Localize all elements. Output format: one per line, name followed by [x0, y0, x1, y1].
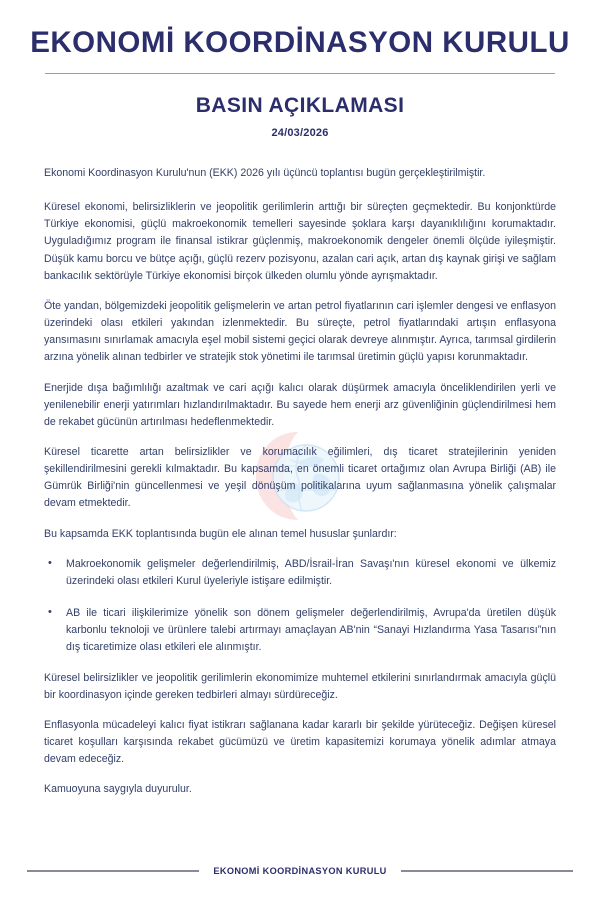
- paragraph-coordination: Küresel belirsizlikler ve jeopolitik gerilimlerin ekonomimize muhtemel etkilerini sınırlandırmak amacıyla güçlü bir koordinasyon içinde gereken tedbirleri almayı sürdüreceğiz.: [44, 671, 556, 701]
- paragraph-signoff: Kamuoyuna saygıyla duyurulur.: [44, 783, 192, 796]
- footer-rule-left: [27, 870, 199, 872]
- list-item: [44, 556, 556, 590]
- paragraph-intro: Ekonomi Koordinasyon Kurulu'nun (EKK) 2026 yılı üçüncü toplantısı bugün gerçekleştirilmiştir.: [44, 166, 486, 179]
- document-date: 24/03/2026: [271, 126, 329, 139]
- document-footer: [0, 866, 600, 876]
- list-item: [44, 605, 556, 656]
- paragraph-global-economy: Küresel ekonomi, belirsizliklerin ve jeopolitik gerilimlerin arttığı bir süreçten geçmektedir. Bu konjonktürde Türkiye ekonomisi, güçlü makroekonomik temelleri sayesinde şoklara karşı dayanıklılığını korumaktadır. Uyguladığımız program ile finansal istikrar güçlenmiş, makroekonomik dengeler önemli ölçüde iyileşmiştir. Düşük kamu borcu ve bütçe açığı, güçlü rezerv pozisyonu, azalan cari açık, artan dış kaynak girişi ve sağlam bankacılık sektörüyle Türkiye ekonomisi birçok ülkeden olumlu yönde ayrışmaktadır.: [44, 201, 556, 282]
- list-item-text: Makroekonomik gelişmeler değerlendirilmiş, ABD/İsrail-İran Savaşı'nın küresel ekonomi ve ülkemiz üzerindeki olası etkileri Kurul üyeleriyle istişare edilmiştir.: [66, 557, 556, 587]
- bullet-icon: •: [48, 556, 52, 569]
- footer-label: EKONOMİ KOORDİNASYON KURULU: [213, 866, 387, 876]
- document-header: [0, 0, 600, 139]
- bullet-icon: •: [48, 606, 52, 619]
- topics-list: [44, 556, 556, 657]
- paragraph-energy: Enerjide dışa bağımlılığı azaltmak ve cari açığı kalıcı olarak düşürmek amacıyla önceliklendirilen yerli ve yenilenebilir enerji yatırımları hızlandırılmaktadır. Bu sayede hem enerji arz güvenliğinin güçlendirilmesi hem de rekabet gücünün artırılması hedeflenmektedir.: [44, 381, 556, 428]
- document-body: [44, 165, 556, 799]
- paragraph-geopolitics-oil: Öte yandan, bölgemizdeki jeopolitik gelişmelerin ve artan petrol fiyatlarının cari işlemler dengesi ve enflasyon üzerindeki olası etkileri yakından izlenmektedir. Bu süreçte, petrol fiyatlarındaki artışın enflasyona yansımasını sınırlamak amacıyla eşel mobil sistemi geçici olarak devreye alınmıştır. Ayrıca, tarımsal girdilerin arzına yönelik alınan tedbirler ve stratejik stok yönetimi ile tarımsal üretimin güçlü yapısı korunmaktadır.: [44, 299, 556, 364]
- list-item-text: AB ile ticari ilişkilerimize yönelik son dönem gelişmeler değerlendirilmiş, Avrupa'da üretilen düşük karbonlu teknoloji ve ürünlere talebi artırmayı amaçlayan AB'nin “Sanayi Hızlandırma Yasa Tasarısı”nın dış ticaretimize olası etkileri ele alınmıştır.: [66, 607, 556, 654]
- paragraph-trade: Küresel ticarette artan belirsizlikler ve korumacılık eğilimleri, dış ticaret stratejilerinin yeniden şekillendirilmesini gerekli kılmaktadır. Bu kapsamda, en önemli ticaret ortağımız olan Avrupa Birliği (AB) ile Gümrük Birliği'nin güncellenmesi ve yeşil dönüşüm politikalarına uyum sağlanmasına yönelik çalışmalar devam etmektedir.: [44, 446, 556, 510]
- organization-title: EKONOMİ KOORDİNASYON KURULU: [30, 26, 570, 59]
- paragraph-inflation: Enflasyonla mücadeleyi kalıcı fiyat istikrarı sağlanana kadar kararlı bir şekilde yürüteceğiz. Değişen küresel ticaret koşulları karşısında rekabet gücümüzü ve üretim kapasitemizi korumaya yönelik adımlar atmaya devam edeceğiz.: [44, 718, 556, 766]
- footer-rule-right: [401, 870, 573, 872]
- document-title: BASIN AÇIKLAMASI: [195, 93, 405, 117]
- list-intro: Bu kapsamda EKK toplantısında bugün ele alınan temel hususlar şunlardır:: [44, 527, 397, 540]
- header-divider: [45, 73, 555, 74]
